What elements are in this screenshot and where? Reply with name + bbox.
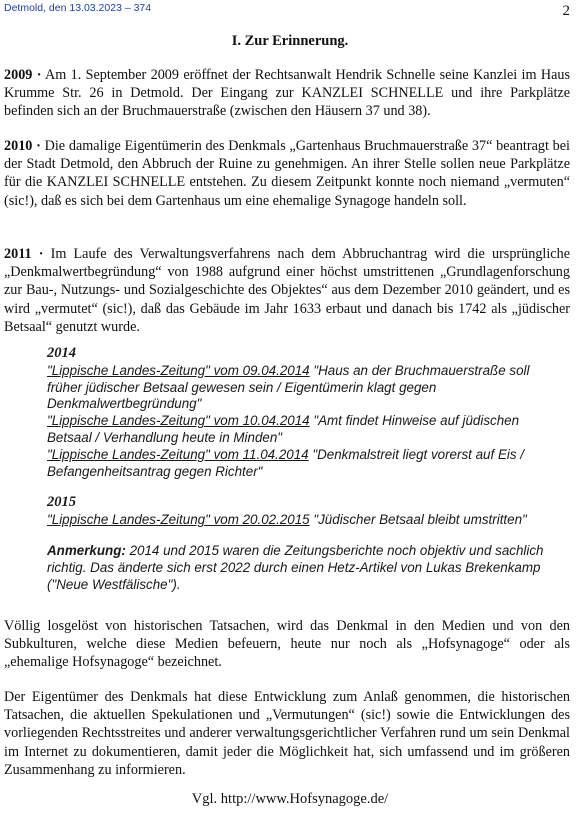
footer-reference: Vgl. http://www.Hofsynagoge.de/ <box>191 791 389 807</box>
entry-year: 2010 · <box>4 138 41 154</box>
press-headline: "Denkmalstreit liegt vorerst auf Eis / Befangenheitsantrag gegen Richter" <box>47 446 524 479</box>
press-item <box>47 413 557 447</box>
paragraph-owner: Der Eigentümer des Denkmals hat diese Entwicklung zum Anlaß genommen, die historischen Tatsachen, die aktuellen Spekulationen und „Vermutungen“ (sic!) sowie die Entwicklungen des vorliegenden Rechtsstreites und anderer verwaltungsgerichtlicher Verfahren rund um sein Denkmal im Internet zu dokumentieren, damit jeder die Möglichkeit hat, sich umfassend und im größeren Zusammenhang zu informieren. <box>4 689 570 778</box>
entry-year: 2011 · <box>4 246 44 262</box>
press-source-link[interactable]: "Lippische Landes-Zeitung" vom 09.04.2014 <box>47 362 310 378</box>
press-year-2015: 2015 <box>47 494 76 511</box>
entry-2010 <box>4 137 570 210</box>
press-note <box>47 543 557 593</box>
entry-2009 <box>4 66 570 121</box>
press-source-link[interactable]: "Lippische Landes-Zeitung" vom 11.04.2014 <box>47 446 309 462</box>
press-source-link[interactable]: "Lippische Landes-Zeitung" vom 20.02.2015 <box>47 512 310 528</box>
press-year-2014: 2014 <box>47 345 76 361</box>
press-item <box>47 363 557 413</box>
press-source-link[interactable]: "Lippische Landes-Zeitung" vom 10.04.2014 <box>47 413 310 429</box>
press-item <box>47 512 557 529</box>
press-headline: "Jüdischer Betsaal bleibt umstritten" <box>309 512 527 528</box>
entry-text: Im Laufe des Verwaltungsverfahrens nach dem Abbruchantrag wird die ursprüngliche „Denkmalwertbegründung“ von 1988 aufgrund einer höchst umstrittenen „Grundlagenforschung zur Bau-, Nutzungs- und Sozialgeschichte des Objektes“ aus dem Dezember 2010 geändert, und es wird „vermutet“ (sic!), daß das Gebäude im Jahr 1633 erbaut und danach bis 1742 als „jüdischer Betsaal“ genutzt wurde. <box>4 246 570 335</box>
press-headline: "Haus an der Bruchmauerstraße soll früher jüdischer Betsaal gewesen sein / Eigentümerin klagt gegen Denkmalwertbegründung" <box>47 362 530 412</box>
entry-2011 <box>4 245 570 336</box>
note-text: 2014 und 2015 waren die Zeitungsberichte noch objektiv und sachlich richtig. Das änderte sich erst 2022 durch einen Hetz-Artikel von Lukas Brekenkamp ("Neue Westfälische"). <box>47 542 544 592</box>
press-item <box>47 447 557 481</box>
paragraph-media: Völlig losgelöst von historischen Tatsachen, wird das Denkmal in den Medien und von den Subkulturen, welche diese Medien befeuern, heute nur noch als „Hofsynagoge“ oder als „ehemalige Hofsynagoge“ bezeichnet. <box>4 618 570 671</box>
section-title: I. Zur Erinnerung. <box>231 33 349 49</box>
entry-year: 2009 · <box>4 67 42 83</box>
entry-text: Die damalige Eigentümerin des Denkmals „Gartenhaus Bruchmauerstraße 37“ beantragt bei der Stadt Detmold, den Abbruch der Ruine zu genehmigen. An ihrer Stelle sollen neue Parkplätze für die KANZLEI SCHNELLE entstehen. Zu diesem Zeitpunkt konnte noch niemand „vermuten“ (sic!), daß es sich bei dem Gartenhaus um eine ehemalige Synagoge handeln soll. <box>4 138 570 209</box>
press-list <box>47 345 557 593</box>
note-label: Anmerkung: <box>47 542 126 558</box>
press-headline: "Amt findet Hinweise auf jüdischen Betsaal / Verhandlung heute in Minden" <box>47 413 520 445</box>
entry-text: Am 1. September 2009 eröffnet der Rechtsanwalt Hendrik Schnelle seine Kanzlei im Haus Krumme Str. 26 in Detmold. Der Eingang zur KANZLEI SCHNELLE und ihre Parkplätze befinden sich an der Bruchmauerstraße (zwischen den Häusern 37 und 38). <box>4 67 570 120</box>
page-number: 2 <box>562 3 570 19</box>
document-header-date: Detmold, den 13.03.2023 – 374 <box>4 2 152 14</box>
